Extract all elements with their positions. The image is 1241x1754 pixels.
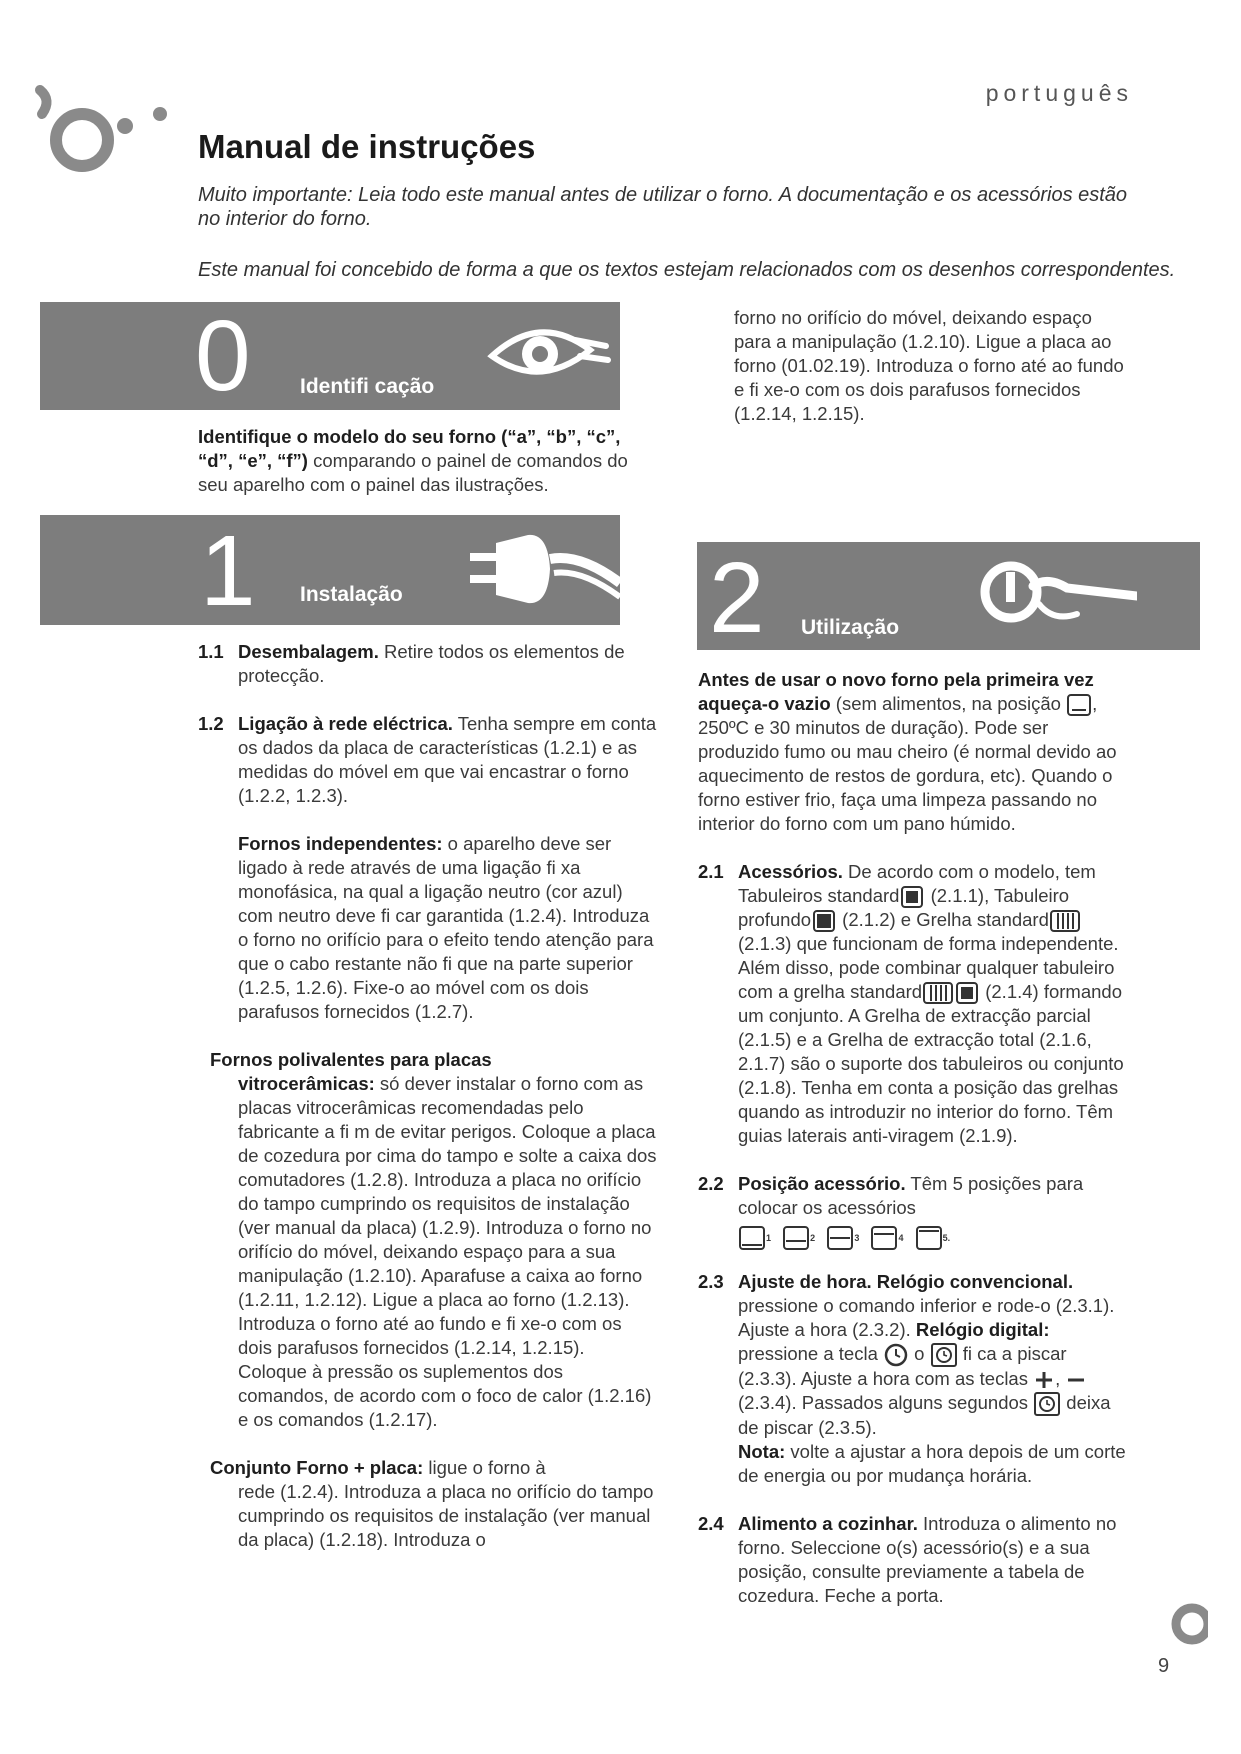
item-2-2	[698, 1172, 1130, 1249]
section-2-label: Utilização	[801, 616, 900, 639]
item-2-3-text-d: fi ca a piscar (2.3.3). Ajuste a hora com as teclas	[738, 1342, 1067, 1389]
item-2-3-text-f: deixa de piscar (2.3.5).	[738, 1391, 1111, 1438]
oven-hob-set-text-2: rede (1.2.4). Introduza a placa no orifício do tampo cumprindo os requisitos de instalação (ver manual da placa) (1.2.18). Introduza o	[238, 1481, 654, 1550]
shelf-position-2-label: 2	[810, 1232, 816, 1243]
language-label: português	[985, 80, 1133, 106]
shelf-position-3-label: 3	[854, 1232, 860, 1243]
item-2-2-title: Posição acessório.	[738, 1173, 906, 1195]
item-1-1-text: Retire todos os elementos de protecção.	[238, 641, 625, 686]
intro-important: Muito importante: Leia todo este manual antes de utilizar o forno. A documentação e os acessórios estão no interior do forno.	[198, 184, 1128, 230]
polyvalent-ovens	[198, 1048, 658, 1432]
item-2-1-text-a: De acordo com o modelo, tem Tabuleiros standard	[738, 861, 1096, 907]
shelf-position-4-icon	[871, 1226, 897, 1250]
polyvalent-ovens-title: Fornos polivalentes para placas	[210, 1049, 492, 1070]
grid-rack-icon	[923, 982, 953, 1004]
corner-ring-icon	[1168, 1600, 1208, 1648]
deep-tray-icon	[812, 910, 836, 932]
oven-hob-set-text-1: ligue o forno à	[423, 1457, 546, 1478]
standard-tray-icon	[900, 886, 924, 908]
polyvalent-ovens-text: só dever instalar o forno com as placas vitrocerâmicas recomendadas pelo fabricante a fi m de evitar perigos. Coloque a placa de cozedura por cima do tampo e solte a caixa dos comutadores (1.2.8). Introduza a placa no orifício do tampo cumprindo os requisitos de instalação (ver manual da placa) (1.2.9). Introduza o forno no orifício do móvel, deixando espaço para a sua manipulação (1.2.10). Aparafuse a caixa ao forno (1.2.11, 1.2.12). Ligue a placa ao forno (1.2.13). Introduza o forno até ao fundo e fi xe-o com os dois parafusos fornecidos (1.2.14, 1.2.15). Coloque à pressão os suplementos dos comandos, de acordo com o foco de calor (1.2.16) e os comandos (1.2.17).	[238, 1073, 657, 1430]
section-0-number: 0	[195, 302, 251, 410]
item-2-4	[698, 1512, 1130, 1608]
shelf-position-5-icon	[916, 1226, 942, 1250]
item-1-2-text: Tenha sempre em conta os dados da placa de características (1.2.1) e as medidas do móvel em que vai encastrar o forno (1.2.2, 1.2.3).	[238, 713, 657, 806]
item-2-3-text-e: (2.3.4). Passados alguns segundos	[738, 1391, 1029, 1413]
section-2-number: 2	[709, 542, 765, 650]
independent-ovens	[198, 832, 658, 1024]
brand-logo-icon	[30, 78, 180, 188]
oven-mode-icon	[1067, 694, 1091, 716]
first-use-text-a: (sem alimentos, na posição	[830, 693, 1061, 714]
item-2-2-number: 2.2	[698, 1173, 724, 1195]
finger-press-icon	[977, 550, 1137, 640]
item-2-2-text: Têm 5 posições para colocar os acessórios	[738, 1173, 1084, 1219]
clock-icon	[931, 1343, 957, 1367]
item-2-1-number: 2.1	[698, 861, 724, 883]
item-2-1-text-d: (2.1.3) que funcionam de forma independente. Além disso, pode combinar qualquer tabuleiro com a grelha standard	[738, 933, 1119, 1003]
section-1-number: 1	[200, 515, 256, 625]
oven-hob-set-title: Conjunto Forno + placa:	[210, 1457, 424, 1478]
item-2-4-number: 2.4	[698, 1512, 724, 1534]
item-2-4-text: Introduza o alimento no forno. Seleccione o(s) acessório(s) e a sua posição, consulte previamente a tabela de cozedura. Feche a porta.	[738, 1512, 1117, 1606]
polyvalent-ovens-title-2: vitrocerâmicas:	[238, 1073, 375, 1094]
page-title: Manual de instruções	[198, 128, 536, 165]
shelf-position-2-icon	[783, 1226, 809, 1250]
item-1-2-title: Ligação à rede eléctrica.	[238, 713, 453, 734]
section-0-label: Identifi cação	[300, 375, 435, 398]
item-2-3: 2.3 Ajuste de hora. Relógio convencional. pressione o comando inferior e rode-o (2.3.1). Ajuste a hora (2.3.2). Relógio digital: pressione a tecla o fi ca a piscar (2.3.3). Ajuste a hora com as teclas , (2.3.4). Passados alguns segundos deixa de piscar (2.3.5). Nota: volte a ajustar a hora depois de um corte de energia ou por mudança horária.	[698, 1270, 1126, 1486]
shelf-position-3-icon	[827, 1226, 853, 1250]
independent-ovens-text: o aparelho deve ser ligado à rede através de uma ligação fi xa monofásica, na qual a ligação neutro (cor azul) com neutro deve fi car garantida (1.2.4). Introduza o forno no orifício para o efeito tendo atenção para que o cabo restante não fi que na parte superior (1.2.5, 1.2.6). Fixe-o ao móvel com os dois parafusos fornecidos (1.2.7).	[238, 833, 654, 1022]
first-use-text-b: , 250ºC e 30 minutos de duração). Pode ser produzido fumo ou mau cheiro (é normal devido ao aquecimento de restos de gordura, etc). Quando o forno estiver frio, faça uma limpeza passando no interior do forno com um pano húmido.	[698, 693, 1117, 835]
standard-tray-icon	[955, 982, 979, 1004]
shelf-position-1-icon	[739, 1226, 765, 1250]
item-2-3-title: Ajuste de hora. Relógio convencional.	[738, 1270, 1074, 1292]
right-top-continuation	[734, 306, 1134, 426]
section-0-header	[40, 302, 620, 410]
shelf-position-4-label: 4	[898, 1232, 904, 1243]
minus-icon	[1066, 1370, 1086, 1390]
item-2-1-text-b: (2.1.1), Tabuleiro profundo	[738, 885, 1070, 931]
grid-rack-icon	[1050, 910, 1080, 932]
item-1-1-number: 1.1	[198, 641, 224, 662]
item-2-3-text-a: pressione o comando inferior e rode-o (2.3.1). Ajuste a hora (2.3.2).	[738, 1294, 1115, 1340]
model-identify-bold: Identifique o modelo do seu forno (“a”, “b”, “c”, “d”, “e”, “f”)	[198, 426, 621, 471]
item-2-1-title: Acessórios.	[738, 861, 843, 883]
item-1-2-number: 1.2	[198, 713, 224, 734]
section-2-header	[697, 542, 1200, 650]
shelf-position-1-label: 1	[766, 1232, 772, 1243]
shelf-position-5-label: 5.	[942, 1232, 951, 1243]
item-2-4-title: Alimento a cozinhar.	[738, 1512, 918, 1534]
item-2-1-text-c: (2.1.2) e Grelha standard	[837, 909, 1049, 931]
independent-ovens-title: Fornos independentes:	[238, 833, 443, 854]
item-1-2	[198, 712, 658, 808]
oven-hob-set	[198, 1456, 658, 1552]
item-2-1	[698, 860, 1130, 1148]
item-2-3-note: volte a ajustar a hora depois de um corte de energia ou por mudança horária.	[738, 1440, 1126, 1486]
section-0-text	[198, 425, 628, 497]
item-2-3-digital: Relógio digital:	[910, 1318, 1050, 1340]
item-1-1	[198, 640, 658, 688]
intro-manual-note: Este manual foi concebido de forma a que os textos estejam relacionados com os desenhos correspondentes.	[198, 259, 1176, 281]
clock-icon	[1034, 1392, 1060, 1416]
plug-icon	[470, 523, 620, 613]
eye-icon	[480, 316, 620, 396]
item-2-3-note-label: Nota:	[738, 1440, 786, 1462]
item-2-3-text-c: o	[909, 1342, 925, 1364]
section-1-label: Instalação	[300, 583, 403, 606]
shelf-positions	[738, 1224, 1130, 1249]
section-2-body	[698, 668, 1130, 1608]
section-1-header	[40, 515, 620, 625]
page-number: 9	[1158, 1655, 1170, 1677]
item-2-3-text-b: pressione a tecla	[738, 1342, 878, 1364]
first-use-title: Antes de usar o novo forno pela primeira vez aqueça-o vazio	[698, 669, 1094, 714]
item-2-1-text-e: (2.1.4) formando um conjunto. A Grelha de extracção parcial (2.1.5) e a Grelha de extracção total (2.1.6, 2.1.7) são o suporte dos tabuleiros ou conjunto (2.1.8). Tenha em conta a posição das grelhas quando as introduzir no interior do forno. Têm guias laterais anti-viragem (2.1.9).	[738, 981, 1124, 1147]
installation-continued-text: forno no orifício do móvel, deixando espaço para a manipulação (1.2.10). Ligue a placa ao forno (01.02.19). Introduza o forno até ao fundo e fi xe-o com os dois parafusos fornecidos (1.2.14, 1.2.15).	[734, 307, 1124, 424]
plus-icon	[1034, 1370, 1054, 1390]
item-2-3-number: 2.3	[698, 1270, 724, 1292]
section-1-body	[198, 640, 658, 1552]
clock-hand-icon	[884, 1343, 908, 1367]
model-identify-text: comparando o painel de comandos do seu aparelho com o painel das ilustrações.	[198, 450, 628, 495]
item-1-1-title: Desembalagem.	[238, 641, 379, 662]
